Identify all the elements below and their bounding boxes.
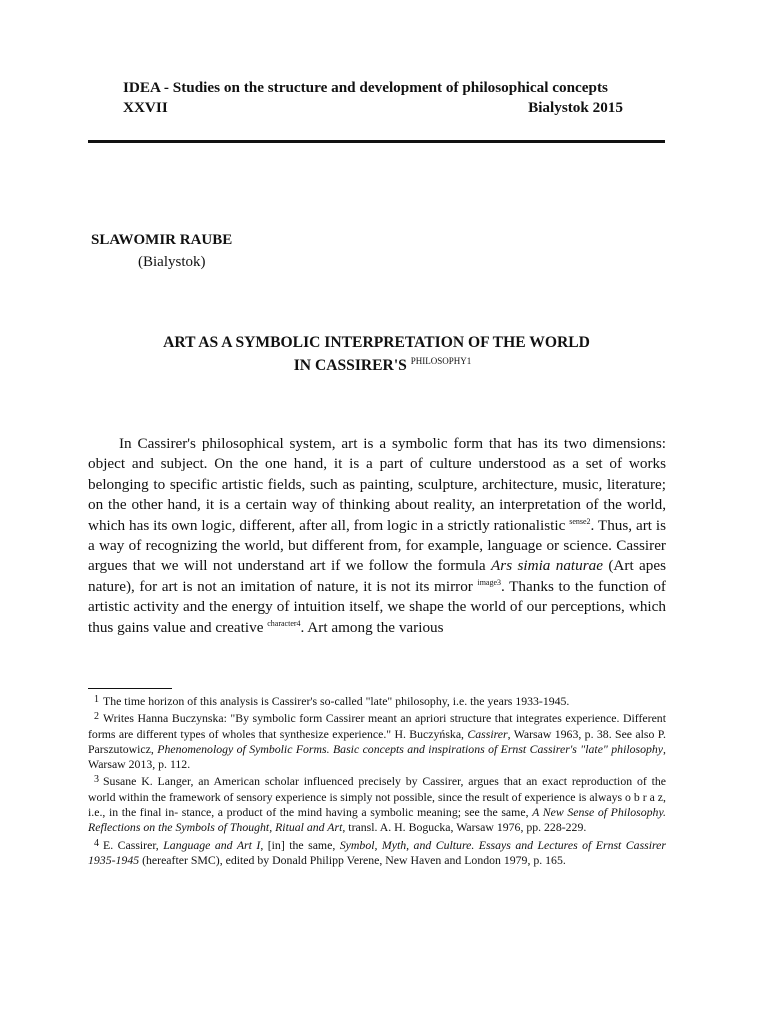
footnote-number: 1 <box>94 694 99 705</box>
footnote-title: Language and Art I <box>163 837 261 852</box>
footnote-number: 4 <box>94 837 99 849</box>
footnote-ref-2: sense2 <box>569 516 591 526</box>
footnote-1 <box>88 692 666 709</box>
footnote-title: A New Sense of Philosophy. Reflections on the Symbols of Thought, Ritual and Art <box>88 805 666 835</box>
body-text-segment: (Art apes nature), for art is not an imitation of nature, it is not its mirror <box>88 557 666 595</box>
title-footnote-ref: PHILOSOPHY1 <box>410 356 472 366</box>
footnote-text: , transl. A. H. Bogucka, Warsaw 1976, pp. 228-229. <box>342 820 587 835</box>
footnote-divider <box>88 688 172 689</box>
journal-meta <box>123 99 623 117</box>
footnote-text: (hereafter SMC), edited by Donald Philipp Verene, New Haven and London 1979, p. 165. <box>142 852 566 867</box>
footnote-text: , Warsaw 2013, p. 112. <box>88 741 666 772</box>
footnote-text: Susane K. Langer, an American scholar influenced precisely by Cassirer, argues that an exact reproduction of the world within the framework of sensory experience is simply not possible, since the result of experience is always o b r a z, i.e., in the final in- stance, a product of the mind having a symbolic meaning; see the same, <box>88 774 666 820</box>
footnote-ref-4: character4 <box>267 618 301 628</box>
footnote-text: The time horizon of this analysis is Cassirer's so-called "late" philosophy, i.e. the years 1933-1945. <box>103 694 570 708</box>
footnote-title: Phenomenology of Symbolic Forms. Basic concepts and inspirations of Ernst Cassirer's "late" philosophy <box>157 741 664 756</box>
footnote-number: 2 <box>94 711 99 723</box>
footnote-text: Writes Hanna Buczynska: "By symbolic form Cassirer meant an apriori structure that integrates experience. Different forms are different types of wholes that synthesize experience." H. Buczyńska, <box>88 711 666 741</box>
footnotes <box>88 692 666 868</box>
title-line-1: ART AS A SYMBOLIC INTERPRETATION OF THE WORLD <box>163 334 590 351</box>
body-text-segment: . Thus, art is a way of recognizing the world, but different from, for example, language or science. Cassirer argues that we will not understand art if we follow the formula <box>88 516 666 575</box>
journal-place-year: Bialystok 2015 <box>528 99 623 116</box>
author-affiliation: (Bialystok) <box>138 254 206 270</box>
latin-phrase: Ars simia naturae <box>491 557 603 575</box>
body-text-segment: . Thanks to the function of artistic activity and the energy of intuition itself, we shape the world of our perceptions, which thus gains value and creative <box>88 577 666 636</box>
journal-title: IDEA - Studies on the structure and development of philosophical concepts <box>123 79 608 96</box>
article-title <box>88 333 665 375</box>
footnote-text: , Warsaw 1963, p. 38. See also P. Parszutowicz, <box>88 726 666 756</box>
footnote-text: E. Cassirer, <box>103 837 159 852</box>
footnote-ref-3: image3 <box>477 577 502 587</box>
footnote-title: Cassirer <box>467 726 508 741</box>
body-text-segment: . Art among the various <box>300 618 444 636</box>
footnote-text: , [in] the same, <box>260 837 336 852</box>
footnote-2 <box>88 709 666 772</box>
footnote-4 <box>88 836 666 869</box>
body-text-segment: In Cassirer's philosophical system, art is a symbolic form that has its two dimensions: object and subject. On the one hand, it is a part of culture understood as a set of works belonging to specific artistic fields, such as painting, sculpture, architecture, music, literature; on the other hand, it is a certain way of thinking about reality, an interpretation of the world, which has its own logic, different, after all, from logic in a strictly rationalistic <box>88 435 666 534</box>
title-line-2-text: IN CASSIRER'S <box>293 357 407 374</box>
footnote-title: Symbol, Myth, and Culture. Essays and Lectures of Ernst Cassirer 1935-1945 <box>88 837 667 867</box>
journal-header <box>123 79 665 117</box>
title-line-2 <box>88 352 665 375</box>
footnote-3 <box>88 772 666 835</box>
body-text <box>88 434 666 638</box>
header-divider <box>88 140 665 143</box>
journal-volume: XXVII <box>123 99 168 116</box>
paragraph <box>88 434 666 638</box>
author-name: SLAWOMIR RAUBE <box>91 232 233 248</box>
footnote-number: 3 <box>94 774 99 786</box>
